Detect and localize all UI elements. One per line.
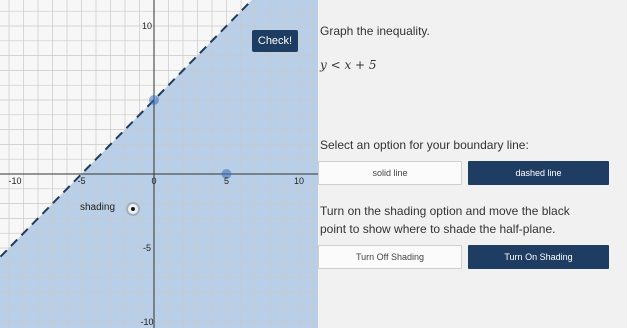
shading-prompt-line-1: Turn on the shading option and move the black: [320, 204, 570, 218]
shading-prompt-line-2: point to show where to shade the half-plane.: [320, 222, 556, 236]
x-tick-label: 10: [293, 176, 305, 186]
x-tick-label: 0: [151, 176, 157, 186]
solid-line-button[interactable]: solid line: [318, 161, 462, 185]
x-tick-label: 5: [223, 176, 230, 186]
x-tick-label: -10: [8, 176, 22, 186]
turn-on-shading-button[interactable]: Turn On Shading: [468, 245, 609, 269]
y-tick-label: -10: [140, 317, 154, 327]
instructions-panel: [318, 0, 627, 328]
shading-point-handle[interactable]: [128, 204, 138, 214]
line-point-handle-1: [149, 95, 159, 105]
boundary-prompt: Select an option for your boundary line:: [320, 138, 529, 152]
check-button[interactable]: Check!: [252, 30, 298, 52]
turn-off-shading-button[interactable]: Turn Off Shading: [318, 245, 462, 269]
inequality-expression: y < x + 5: [320, 58, 377, 72]
x-tick-label: -5: [77, 176, 86, 186]
dashed-line-button[interactable]: dashed line: [468, 161, 609, 185]
y-tick-label: 10: [141, 21, 153, 31]
shading-label: shading: [80, 202, 116, 213]
y-tick-label: -5: [142, 243, 152, 253]
graph-prompt: Graph the inequality.: [320, 24, 430, 38]
